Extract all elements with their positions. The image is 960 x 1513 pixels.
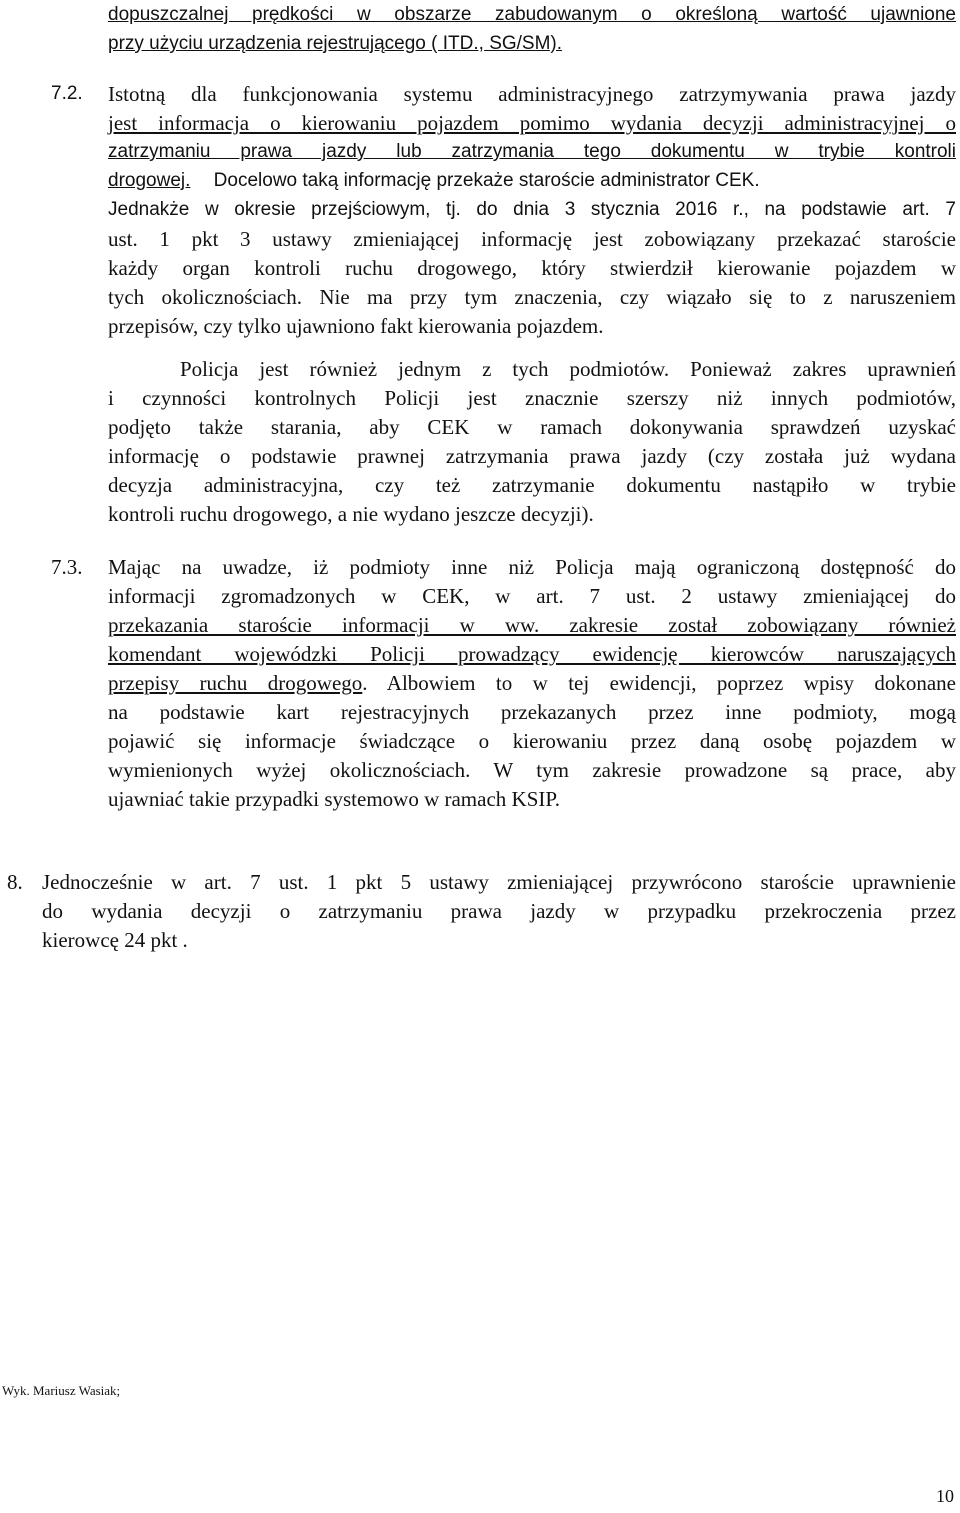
- top-line-2: przy użyciu urządzenia rejestrującego ( ITD., SG/SM).: [108, 33, 563, 54]
- author-footer: Wyk. Mariusz Wasiak;: [2, 1383, 121, 1398]
- page-number: 10: [936, 1486, 954, 1506]
- albowiem-text: . Albowiem to w tej ewidencji, poprzez wpisy dokonane: [362, 671, 957, 695]
- section-7-3-line-8: wymienionych wyżej okolicznościach. W tym zakresie prowadzone są prace, aby: [108, 758, 956, 782]
- section-8-line-2: do wydania decyzji o zatrzymaniu prawa jazdy w przypadku przekroczenia przez: [42, 899, 956, 923]
- section-7-2-line-3: zatrzymaniu prawa jazdy lub zatrzymania tego dokumentu w trybie kontroli: [108, 141, 956, 162]
- section-7-2-line-4: [108, 168, 956, 194]
- section-8-number: 8.: [7, 870, 23, 894]
- section-7-3-line-6: na podstawie kart rejestracyjnych przekazanych przez inne podmioty, mogą: [108, 700, 956, 724]
- section-7-2-para2-line-4: informację o podstawie prawnej zatrzymania prawa jazdy (czy została już wydana: [108, 444, 956, 468]
- section-8-line-3: kierowcę 24 pkt .: [42, 928, 188, 952]
- section-7-2-para2-line-2: i czynności kontrolnych Policji jest znacznie szerszy niż innych podmiotów,: [108, 386, 956, 410]
- top-line-1: dopuszczalnej prędkości w obszarze zabudowanym o określoną wartość ujawnione: [108, 4, 956, 25]
- section-7-2-line-6: ust. 1 pkt 3 ustawy zmieniającej informację jest zobowiązany przekazać staroście: [108, 227, 956, 251]
- section-7-2-line-1: Istotną dla funkcjonowania systemu administracyjnego zatrzymywania prawa jazdy: [108, 82, 956, 106]
- section-7-3-number: 7.3.: [51, 555, 83, 579]
- section-7-2-line-7: każdy organ kontroli ruchu drogowego, który stwierdził kierowanie pojazdem w: [108, 256, 956, 280]
- section-7-2-para2-line-5: decyzja administracyjna, czy też zatrzymanie dokumentu nastąpiło w trybie: [108, 473, 956, 497]
- section-7-3-line-2: informacji zgromadzonych w CEK, w art. 7 ust. 2 ustawy zmieniającej do: [108, 584, 956, 608]
- drogowej-underlined: drogowej.: [108, 170, 191, 191]
- section-7-3-line-1: Mając na uwadze, iż podmioty inne niż Policja mają ograniczoną dostępność do: [108, 555, 956, 579]
- section-7-3-line-4: komendant wojewódzki Policji prowadzący ewidencję kierowców naruszających: [108, 642, 956, 666]
- section-7-2-line-9: przepisów, czy tylko ujawniono fakt kierowania pojazdem.: [108, 314, 604, 338]
- section-7-2-para2-line-3: podjęto także starania, aby CEK w ramach dokonywania sprawdzeń uzyskać: [108, 415, 956, 439]
- section-7-3-line-3: przekazania staroście informacji w ww. zakresie został zobowiązany również: [108, 613, 956, 637]
- section-7-2-line-8: tych okolicznościach. Nie ma przy tym znaczenia, czy wiązało się to z naruszeniem: [108, 285, 956, 309]
- section-7-3-line-7: pojawić się informacje świadczące o kierowaniu przez daną osobę pojazdem w: [108, 729, 956, 753]
- docelowo-sentence: Docelowo taką informację przekaże staroście administrator CEK.: [208, 170, 760, 191]
- section-7-2-para2-line-6: kontroli ruchu drogowego, a nie wydano jeszcze decyzji).: [108, 502, 594, 526]
- section-7-3-line-5: [108, 670, 956, 696]
- section-7-3-line-9: ujawniać takie przypadki systemowo w ramach KSIP.: [108, 787, 560, 811]
- section-7-2-line-2: jest informacja o kierowaniu pojazdem pomimo wydania decyzji administracyjnej o: [108, 111, 956, 135]
- przepisy-underlined: przepisy ruchu drogowego: [108, 671, 363, 695]
- section-7-2-para2-line-1: Policja jest również jednym z tych podmiotów. Ponieważ zakres uprawnień: [180, 357, 956, 381]
- section-8-line-1: Jednocześnie w art. 7 ust. 1 pkt 5 ustawy zmieniającej przywrócono staroście uprawnienie: [42, 870, 956, 894]
- section-7-2-line-5: Jednakże w okresie przejściowym, tj. do dnia 3 stycznia 2016 r., na podstawie art. 7: [108, 199, 956, 220]
- section-7-2-number: 7.2.: [51, 83, 83, 104]
